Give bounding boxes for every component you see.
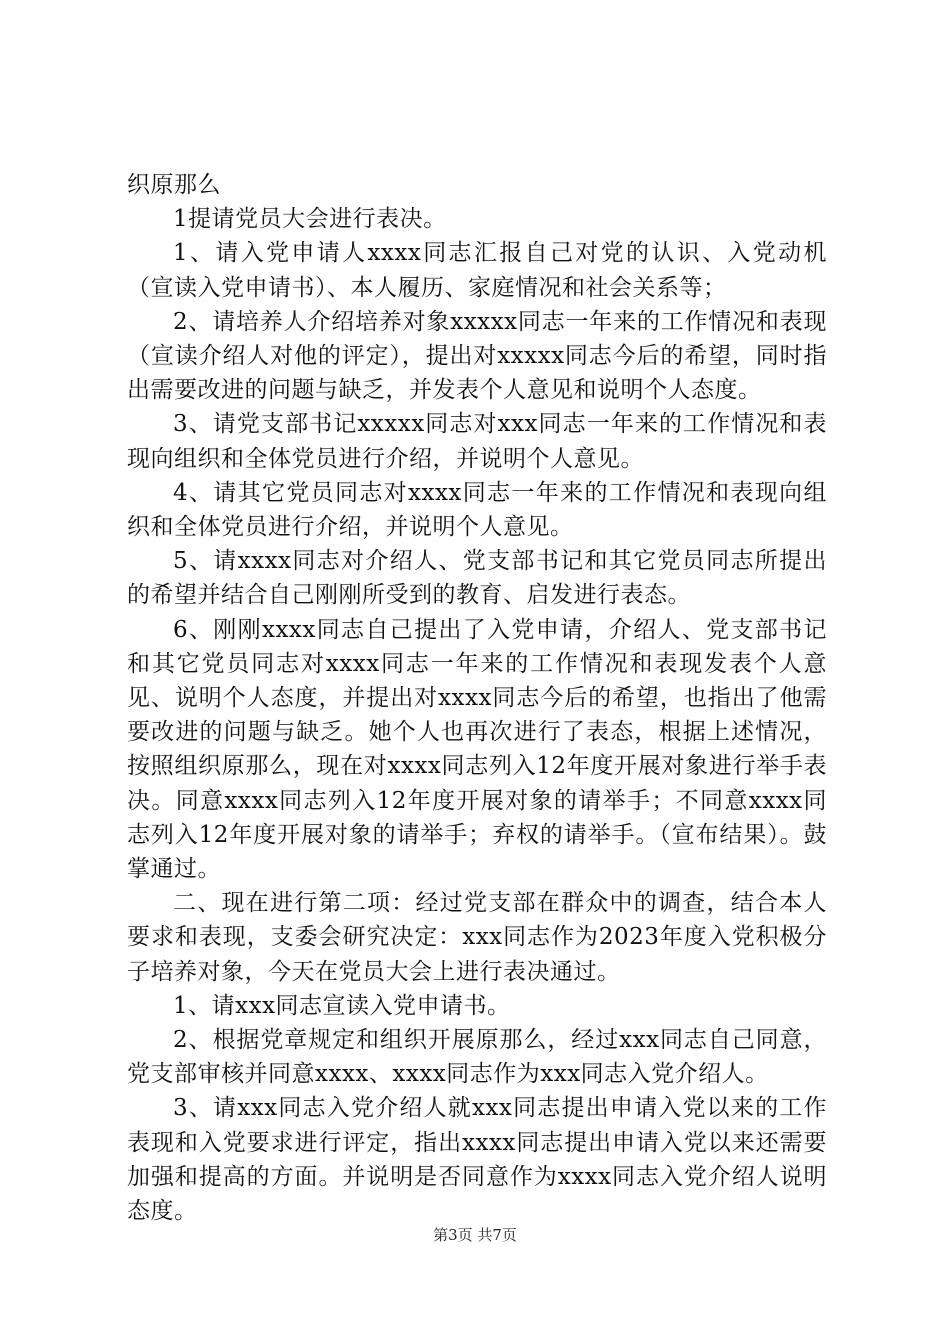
paragraph: 6、刚刚xxxx同志自己提出了入党申请，介绍人、党支部书记和其它党员同志对xxxx同志一年来的工作情况和表现发表个人意见、说明个人态度，并提出对xxxx同志今后的希望，也指出了他需要改进的问题与缺乏。她个人也再次进行了表态，根据上述情况，按照组织原那么，现在对xxxx同志列入12年度开展对象进行举手表决。同意xxxx同志列入12年度开展对象的请举手；不同意xxxx同志列入12年度开展对象的请举手；弃权的请举手。（宣布结果）。鼓掌通过。 (127, 616, 827, 883)
paragraph: 织原那么 (127, 172, 221, 198)
paragraph: 4、请其它党员同志对xxxx同志一年来的工作情况和表现向组织和全体党员进行介绍，并说明个人意见。 (127, 479, 827, 541)
document-body (127, 168, 827, 1228)
paragraph: 3、请xxx同志入党介绍人就xxx同志提出申请入党以来的工作表现和入党要求进行评定，指出xxxx同志提出申请入党以来还需要加强和提高的方面。并说明是否同意作为xxxx同志入党介绍人说明态度。 (127, 1095, 827, 1225)
paragraph: 1提请党员大会进行表决。 (173, 206, 447, 233)
paragraph: 二、现在进行第二项：经过党支部在群众中的调查，结合本人要求和表现，支委会研究决定：xxx同志作为2023年度入党积极分子培养对象，今天在党员大会上进行表决通过。 (127, 890, 827, 985)
paragraph: 3、请党支部书记xxxxx同志对xxx同志一年来的工作情况和表现向组织和全体党员进行介绍，并说明个人意见。 (127, 411, 827, 472)
paragraph: 2、请培养人介绍培养对象xxxxx同志一年来的工作情况和表现（宣读介绍人对他的评定），提出对xxxxx同志今后的希望，同时指出需要改进的问题与缺乏，并发表个人意见和说明个人态度。 (127, 308, 827, 404)
paragraph: 2、根据党章规定和组织开展原那么，经过xxx同志自己同意，党支部审核并同意xxxx、xxxx同志作为xxx同志入党介绍人。 (127, 1027, 827, 1088)
paragraph: 1、请入党申请人xxxx同志汇报自己对党的认识、入党动机（宣读入党申请书）、本人履历、家庭情况和社会关系等； (127, 240, 827, 301)
page-number-footer: 第3页 共7页 (433, 1226, 517, 1244)
paragraph: 1、请xxx同志宣读入党申请书。 (173, 992, 511, 1019)
paragraph: 5、请xxxx同志对介绍人、党支部书记和其它党员同志所提出的希望并结合自己刚刚所受到的教育、启发进行表态。 (127, 548, 827, 609)
